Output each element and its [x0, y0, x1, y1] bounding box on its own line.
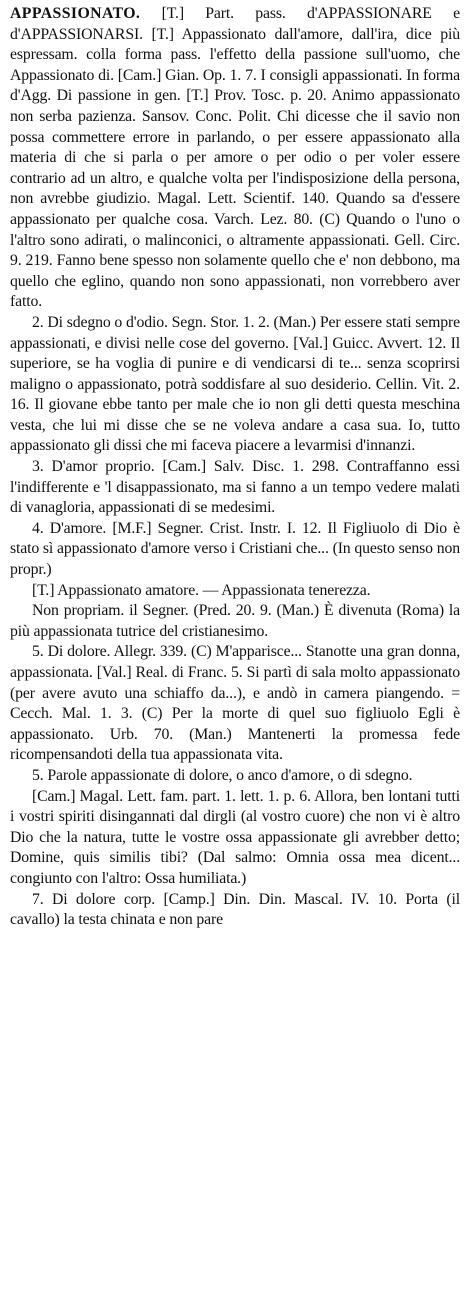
sense-parole: 5. Parole appassionate di dolore, o anco d'amore, o di sdegno. — [32, 766, 413, 784]
sense-3-amor-proprio: 3. D'amor proprio. [Cam.] Salv. Disc. 1. 298. Contraffanno essi l'indifferente e 'l disappassionato, ma si fanno a un tempo vedere malati di vanagloria, appassionati di se medesimi. — [10, 458, 460, 517]
entry-paragraph: [T.] Part. pass. d'APPASSIONARE e d'APPASSIONARSI. [T.] Appassionato dall'amore, dall'ira, dice più espressam. colla forma pass. l'effetto della passione sull'uomo, che Appassionato di. [Cam.] Gian. Op. 1. 7. I consigli appassionati. In forma d'Agg. Di passione in gen. [T.] Prov. Tosc. p. 20. Animo appassionato non serba pazienza. Sansov. Conc. Polit. Chi dicesse che il savio non possa commettere errore in parlando, o per essere appassionato alla materia di che si parla o per amore o per odio o per voler essere contrario ad un altro, e qualche volta per l'indisposizione della persona, non avrebbe giudizio. Magal. Lett. Scientif. 140. Quando sa d'essere appassionato per qualche cosa. Varch. Lez. 80. (C) Quando o l'uno o l'altro sono adirati, o malinconici, o altramente appassionati. Gell. Circ. 9. 219. Fanno bene spesso non solamente quello che e' non debbono, ma quello che eglino, quando non sono appassionati, non vorrebbero aver fatto. — [10, 5, 460, 311]
entry-headword: APPASSIONATO. — [10, 5, 141, 22]
sense-4-amore: 4. D'amore. [M.F.] Segner. Crist. Instr. I. 12. Il Figliuolo di Dio è stato sì appassionato d'amore verso i Cristiani che... (In questo senso non propr.) — [10, 519, 460, 579]
sense-7-dolore-corp: 7. Di dolore corp. [Camp.] Din. Din. Mascal. IV. 10. Porta (il cavallo) la testa chinata e non pare — [10, 890, 460, 929]
sense-2-sdegno: 2. Di sdegno o d'odio. Segn. Stor. 1. 2. (Man.) Per essere stati sempre appassionati, e divisi nelle cose del governo. [Val.] Guicc. Avvert. 12. Il superiore, se ha voglia di punire e di vendicarsi di te... senza scoprirsi maligno o appassionato, potrà soddisfare al suo desiderio. Cellin. Vit. 2. 16. Il giovane ebbe tanto per male che io non gli detti questa meschina vesta, che lui mi disse che se ne voleva andare a casa sua. Io, tutto appassionato gli dissi che mi faceva piacere a levarmisi d'innanzi. — [10, 313, 460, 455]
entry-intro — [10, 4, 460, 313]
sense-4-note: Non propriam. il Segner. (Pred. 20. 9. (Man.) È divenuta (Roma) la più appassionata tutrice del cristianesimo. — [10, 602, 460, 640]
sense-4-example: [T.] Appassionato amatore. — Appassionata tenerezza. — [32, 581, 371, 599]
sense-parole-example: [Cam.] Magal. Lett. fam. part. 1. lett. 1. p. 6. Allora, ben lontani tutti i vostri spiriti disingannati dal dirgli (al vostro cuore) che non vi è altro Dio che la natura, tutte le vostre ossa appassionate gli avrebber detto; Domine, quis similis tibi? (Dal salmo: Omnia ossa mea dicent... congiunto con l'altro: Ossa humiliata.) — [10, 787, 460, 887]
sense-5-dolore: 5. Di dolore. Allegr. 339. (C) M'apparisce... Stanotte una gran donna, appassionata. [Val.] Real. di Franc. 5. Si partì di sala molto appassionato (per avere avuto una schiaffo da...), e andò in camera piangendo. = Cecch. Mal. 1. 3. (C) Per la morte di quel suo figliuolo Egli è appassionato. Urb. 70. (Man.) Mantenerti la promessa fede ricompensandoti della tua appassionata vita. — [10, 643, 460, 764]
